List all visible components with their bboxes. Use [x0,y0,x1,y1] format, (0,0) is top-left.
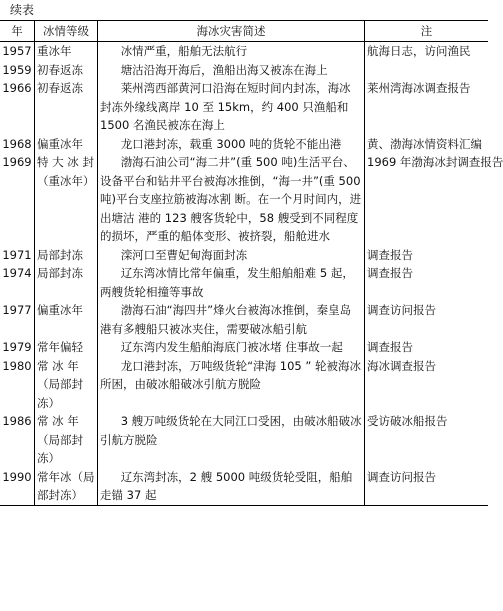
note-cell: 黄、渤海冰情资料汇编 [367,136,482,151]
ice-level-cell: 特 大 冰 封（重冰年） [35,153,98,246]
description-cell: 3 艘万吨级货轮在大同江口受困，由破冰船破冰引航方脱险 [98,412,365,468]
ice-level-cell: 常年偏轻 [35,338,98,357]
table-row [0,246,488,265]
table-caption: 续表 [10,3,35,17]
description-cell: 渤海石油公司“海二井”(重 500 吨)生活平台、设备平台和钻井平台被海冰推倒，“海一井”(重 500 吨)平台支座拉筋被海冰割 断。在一个月时间内，进出塘沽 港的 123 艘客货轮中，58 艘受到不同程度的损坏，严重的船体变形、被挤裂，船舱进水 [98,153,365,246]
table-row [0,264,488,301]
note-cell: 调查报告 [367,247,413,262]
table-row [0,135,488,154]
year-cell: 1971 [0,246,35,265]
description-cell: 冰情严重，船舶无法航行 [98,42,365,61]
header-ice-level: 冰情等级 [35,21,98,42]
table-row [0,301,488,338]
table-header-row [0,21,488,42]
description-cell: 龙口港封冻，万吨级货轮“津海 105 ” 轮被海冰所困，由破冰船破冰引航方脱险 [98,357,365,413]
description-cell: 龙口港封冻，载重 3000 吨的货轮不能出港 [98,135,365,154]
ice-level-cell: 初春返冻 [35,61,98,80]
year-cell: 1959 [0,61,35,80]
header-year: 年 [0,21,35,42]
table-row [0,153,488,246]
year-cell: 1969 [0,153,35,246]
table-row [0,61,488,80]
description-cell: 塘沽沿海开海后，渔船出海又被冻在海上 [98,61,365,80]
ice-level-cell: 常 冰 年（局部封冻） [35,357,98,413]
table-row [0,42,488,61]
ice-level-cell: 重冰年 [35,42,98,61]
year-cell: 1966 [0,79,35,135]
note-cell: 海冰调查报告 [367,358,436,373]
table-row [0,412,488,468]
year-cell: 1974 [0,264,35,301]
ice-level-cell: 偏重冰年 [35,301,98,338]
year-cell: 1980 [0,357,35,413]
note-cell: 调查报告 [367,266,413,280]
year-cell: 1979 [0,338,35,357]
year-cell: 1968 [0,135,35,154]
year-cell: 1990 [0,468,35,506]
note-cell: 航海日志，访问渔民 [367,44,471,58]
year-cell: 1977 [0,301,35,338]
ice-level-cell: 局部封冻 [35,264,98,301]
ice-level-cell: 初春返冻 [35,79,98,135]
note-cell: 受访破冰船报告 [367,414,448,428]
table-row [0,357,488,413]
note-cell: 调查报告 [367,340,413,354]
note-cell: 1969 年渤海冰封调查报告 [367,155,503,169]
table-row [0,79,488,135]
description-cell: 渤海石油“海四井”烽火台被海冰推倒，秦皇岛港有多艘船只被冰夹住，需要破冰船引航 [98,301,365,338]
note-cell [365,61,489,80]
description-cell: 辽东湾内发生船舶海底门被冰堵 住事故一起 [98,338,365,357]
header-description: 海冰灾害简述 [98,21,365,42]
description-cell: 莱州湾西部黄河口沿海在短时间内封冻，海冰封冻外缘线离岸 10 至 15km，约 400 只渔船和 1500 名渔民被冻在海上 [98,79,365,135]
header-note: 注 [365,21,489,42]
ice-level-cell: 偏重冰年 [35,135,98,154]
ice-level-cell: 局部封冻 [35,246,98,265]
ice-level-cell: 常年冰（局部封冻） [35,468,98,506]
description-cell: 辽东湾封冻，2 艘 5000 吨级货轮受阻，船舶走锚 37 起 [98,468,365,506]
note-cell: 调查访问报告 [367,303,436,317]
table-row [0,338,488,357]
year-cell: 1986 [0,412,35,468]
year-cell: 1957 [0,42,35,61]
ice-level-cell: 常 冰 年（局部封冻） [35,412,98,468]
description-cell: 滦河口至曹妃甸海面封冻 [98,246,365,265]
sea-ice-disaster-table [0,20,503,506]
note-cell: 调查访问报告 [365,468,489,506]
note-cell: 莱州湾海冰调查报告 [367,81,471,95]
table-row [0,468,488,506]
description-cell: 辽东湾冰情比常年偏重，发生船舶船难 5 起，两艘货轮相撞等事故 [98,264,365,301]
